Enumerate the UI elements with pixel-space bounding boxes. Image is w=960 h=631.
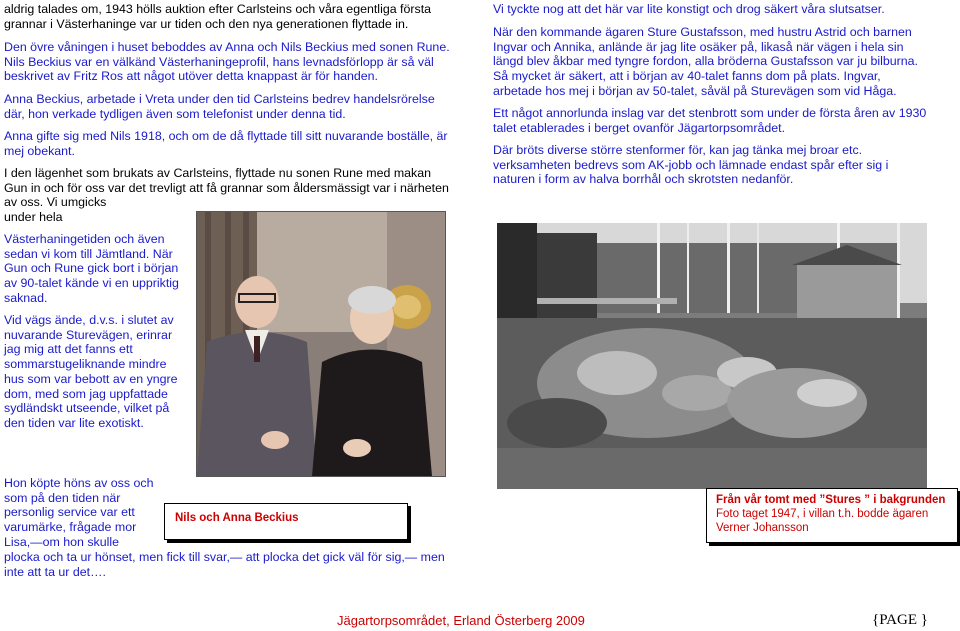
paragraph-auction: aldrig talades om, 1943 hölls auktion efter Carlsteins och våra egentliga första grannar i Västerhaninge var ur tiden och den nya generationen flyttade in. [4, 2, 432, 31]
paragraph-conclusions: Vi tyckte nog att det här var lite konstigt och drog säkert våra slutsatser. [493, 2, 885, 16]
paragraph-rune-gun: I den lägenhet som brukats av Carlsteins, flyttade nu sonen Rune med makan Gun in och för oss var det trevligt att få grannar som åldersmässigt var i närheten av oss. Vi umgicks [4, 166, 449, 210]
paragraph-sture-gustafsson: När den kommande ägaren Sture Gustafsson, med hustru Astrid och barnen Ingvar och Annika, anlände är jag lite osäker på, likaså när vägen i hela sin längd blev åkbar med tyngre fordon, alla bröderna Gustafsson var ju bilburna. Så mycket är säkert, att i början av 40-talet fanns dom på plats. Ingvar, arbetade hos mej i början av 50-talet, såväl på Sturevägen som vid Håga. [493, 25, 918, 98]
garden-caption-line2: Foto taget 1947, i villan t.h. bodde ägaren [716, 508, 929, 520]
paragraph-stone-forms: Där bröts diverse större stenformer för, kan jag tänka mej broar etc. verksamheten bedrevs som AK-jobb och lämnade endast spår efter sig i naturen i form av halva borrhål och skrotsten nedanför. [493, 143, 889, 187]
garden-photo-image [497, 223, 927, 489]
couple-caption: Nils och Anna Beckius [175, 512, 299, 524]
paragraph-small-house: Vid vägs ände, d.v.s. i slutet av nuvarande Sturevägen, erinrar jag mig att det fanns ett sommarstugeliknande mindre hus som var bebott av en yngre dom, med som jag uppfattade sydländskt utseende, vilket på den tiden var lite exotiskt. [4, 313, 178, 430]
couple-caption-box [164, 503, 408, 540]
paragraph-jamtland: Västerhaningetiden och även sedan vi kom till Jämtland. När Gun och Rune gick bort i början av 90-talet kände vi en uppriktig saknad. [4, 232, 179, 305]
garden-caption-title: Från vår tomt med ”Stures ” i bakgrunden [716, 494, 946, 506]
paragraph-hens-answer: plocka och ta ur hönset, men fick till svar,— att plocka det gick väl för sig,— men inte att ta ur det…. [4, 550, 445, 579]
paragraph-beckius-family: Den övre våningen i huset beboddes av Anna och Nils Beckius med sonen Rune. Nils Beckius var en välkänd Västerhaningeprofil, hans levnadsförlopp är så väl beskrivet av Fritz Ros att något utöver detta knappast är för handen. [4, 40, 450, 84]
paragraph-anna-vreta: Anna Beckius, arbetade i Vreta under den tid Carlsteins bedrev handelsrörelse där, hon verkade tydligen även som telefonist under denna tid. [4, 92, 435, 121]
paragraph-quarry: Ett något annorlunda inslag var det stenbrott som under de första åren av 1930 talet etablerades i berget ovanför Jägartorpsområdet. [493, 106, 927, 135]
garden-photo [497, 223, 927, 489]
page-number-field: {PAGE } [872, 612, 928, 628]
page-footer: Jägartorpsområdet, Erland Österberg 2009 [337, 613, 585, 628]
paragraph-anna-married: Anna gifte sig med Nils 1918, och om de då flyttade till sitt nuvarande boställe, är mej obekant. [4, 129, 448, 158]
couple-photo [196, 211, 446, 477]
paragraph-rune-gun-continued: under hela [4, 210, 63, 224]
garden-caption-line3: Verner Johansson [716, 522, 809, 534]
paragraph-hens: Hon köpte höns av oss och som på den tiden när personlig service var ett varumärke, frågade mor Lisa,—om hon skulle [4, 476, 154, 549]
garden-caption-box [706, 488, 958, 543]
couple-photo-image [197, 212, 445, 476]
